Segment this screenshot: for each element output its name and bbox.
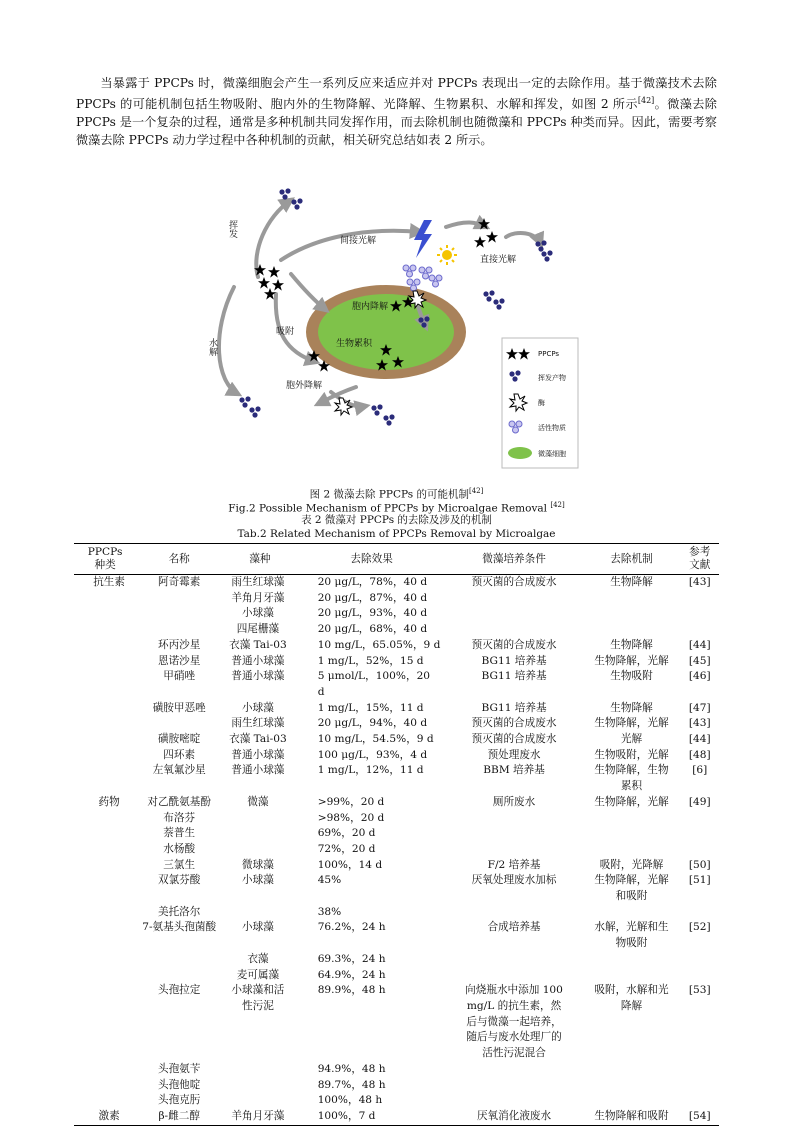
label-hydrolysis: 水解 (207, 338, 217, 356)
label-adsorption: 吸附 (276, 327, 295, 337)
table-row (74, 622, 719, 638)
cell-name (136, 952, 222, 968)
cell-type (74, 622, 136, 638)
cell-conditions: BG11 培养基 (481, 701, 547, 714)
table-row (74, 811, 719, 827)
table-row (74, 1078, 719, 1094)
cell-name (136, 968, 222, 984)
cell-conditions: 厌氧消化液废水 (446, 1109, 583, 1125)
cell-mechanism: 水解，光解和生 物吸附 (594, 921, 669, 950)
cell-mechanism (583, 826, 681, 842)
cell-mechanism (583, 905, 681, 921)
cell-algae: 羊角月牙藻 (231, 591, 285, 604)
cell-mechanism: 吸附，光降解 (599, 858, 664, 871)
cell-conditions (446, 905, 583, 921)
legend-active-substance: 活性物质 (538, 424, 566, 432)
cell-type: 药物 (98, 795, 120, 808)
cell-type (74, 858, 136, 874)
table-row (74, 1109, 719, 1125)
table-row (74, 983, 719, 1062)
cell-algae: 小球藻和活 性污泥 (231, 984, 285, 1012)
cell-effect: 20 μg/L，94%，40 d (317, 717, 428, 730)
table-row (74, 873, 719, 904)
cell-reference: [52] (688, 921, 711, 934)
cell-name: 三氯生 (163, 858, 196, 871)
cell-effect: 72%，20 d (317, 842, 376, 855)
table-row (74, 968, 719, 984)
table-row (74, 701, 719, 717)
label-bioaccumulation: 生物累积 (336, 339, 373, 349)
cell-mechanism (583, 811, 681, 827)
cell-conditions: BG11 培养基 (481, 670, 547, 683)
col-header-mechanism: 去除机制 (583, 544, 681, 575)
cell-reference: [53] (688, 984, 711, 997)
cell-conditions (446, 1062, 583, 1078)
table-row (74, 638, 719, 654)
cell-effect: 100%，14 d (317, 858, 383, 871)
cell-type (74, 826, 136, 842)
cell-reference (680, 842, 719, 858)
cell-name: β-雌二醇 (136, 1109, 222, 1125)
cell-name: 头孢克肟 (158, 1094, 201, 1107)
table-row (74, 716, 719, 732)
table-row (74, 575, 719, 591)
intro-text-b: 。微藻去除 PPCPs 是一个复杂的过程，通常是多种机制共同发挥作用，而去除机制也随微藻和 PPCPs 种类而异。因此，需要考察微藻去除 PPCPs 动力学过程中各种机制的贡献，相关研究总结如表 2 所示。 (76, 97, 717, 148)
table-row (74, 920, 719, 951)
cell-type (74, 716, 136, 732)
cell-algae (222, 1078, 298, 1094)
cell-reference: [51] (688, 874, 711, 887)
table-row (74, 606, 719, 622)
cell-mechanism: 光解 (620, 733, 643, 746)
cell-mechanism: 生物降解 (610, 576, 653, 588)
intro-text-a: 当暴露于 PPCPs 时，微藻细胞会产生一系列反应来适应并对 PPCPs 表现出一定的去除作用。基于微藻技术去除 PPCPs 的可能机制包括生物吸附、胞内外的生物降解、光降解、生物累积、水解和挥发，如图 2 所示 (76, 76, 717, 112)
cell-conditions (446, 606, 583, 622)
cell-effect: 69.3%，24 h (317, 952, 386, 965)
cell-name (136, 606, 222, 622)
figure-legend (502, 338, 578, 468)
cell-effect: 76.2%，24 h (317, 921, 386, 934)
cell-algae: 微球藻 (242, 858, 274, 871)
table-row (74, 842, 719, 858)
cell-mechanism (583, 968, 681, 984)
cell-name: 环丙沙星 (158, 638, 201, 651)
col-header-reference: 参考 文献 (680, 544, 719, 575)
table-row (74, 654, 719, 670)
cell-type: 激素 (74, 1109, 136, 1125)
cell-name: 头孢拉定 (158, 984, 201, 997)
cell-conditions: 预灭菌的合成废水 (471, 717, 557, 730)
cell-reference: [50] (688, 858, 711, 871)
legend-ppcps: PPCPs (538, 350, 560, 358)
cell-type (74, 654, 136, 670)
cell-conditions: BBM 培养基 (483, 764, 545, 777)
cell-name: 阿奇霉素 (158, 576, 201, 588)
cell-effect: >99%，20 d (317, 795, 385, 808)
figure-caption-cn: 图 2 微藻去除 PPCPs 的可能机制[42] (309, 487, 484, 501)
cell-effect: 100 μg/L，93%，4 d (317, 748, 428, 761)
cell-algae: 普通小球藻 (231, 748, 285, 761)
cell-algae: 普通小球藻 (231, 670, 285, 683)
cell-effect: 1 mg/L，12%，11 d (317, 764, 424, 777)
cell-mechanism: 生物降解，生物 累积 (594, 764, 669, 793)
label-extracellular-degradation: 胞外降解 (286, 381, 323, 391)
cell-name: 水杨酸 (163, 842, 196, 855)
cell-algae: 雨生红球藻 (231, 576, 285, 588)
cell-algae: 小球藻 (242, 874, 274, 887)
cell-name: 磺胺甲恶唑 (152, 701, 206, 714)
legend-volatile-product: 挥发产物 (538, 374, 566, 382)
cell-type (74, 606, 136, 622)
cell-mechanism: 生物降解 (610, 638, 653, 651)
cell-conditions (446, 842, 583, 858)
cell-effect: 5 μmol/L，100%，20 d (317, 670, 431, 698)
intro-ref: [42] (637, 96, 655, 105)
cell-name: 对乙酰氨基酚 (147, 795, 211, 808)
cell-conditions (446, 811, 583, 827)
cell-type (74, 968, 136, 984)
cell-type (74, 701, 136, 717)
table-row (74, 591, 719, 607)
mechanism-table (74, 543, 719, 1126)
cell-name: 头孢氨苄 (158, 1062, 201, 1075)
label-volatilize: 挥发 (227, 220, 237, 238)
cell-name: 甲硝唑 (163, 670, 196, 683)
cell-reference: [49] (688, 795, 711, 808)
figure-caption-en: Fig.2 Possible Mechanism of PPCPs by Microalgae Removal [42] (228, 501, 565, 515)
cell-algae (222, 842, 298, 858)
cell-reference (680, 1062, 719, 1078)
cell-effect: 100%，48 h (317, 1094, 383, 1107)
mechanism-figure (196, 182, 596, 472)
cell-mechanism: 生物降解，光解 (594, 654, 669, 667)
cell-conditions (446, 622, 583, 638)
cell-conditions: 预灭菌的合成废水 (471, 638, 557, 651)
cell-mechanism: 生物吸附，光解 (594, 748, 669, 761)
table-row (74, 763, 719, 794)
cell-reference (680, 1093, 719, 1109)
cell-name: 头孢他啶 (158, 1078, 201, 1091)
cell-reference: [43] (688, 576, 711, 588)
cell-effect: 20 μg/L，93%，40 d (317, 607, 428, 620)
cell-conditions (446, 1093, 583, 1109)
enzyme-icon (335, 398, 352, 415)
cell-algae (222, 826, 298, 842)
cell-mechanism (583, 622, 681, 638)
cell-reference (680, 905, 719, 921)
cell-mechanism: 生物吸附 (610, 670, 653, 683)
cell-mechanism (583, 952, 681, 968)
cell-reference: [43] (688, 717, 711, 730)
cell-effect: >98%，20 d (317, 811, 385, 824)
cell-type (74, 1078, 136, 1094)
cell-type (74, 873, 136, 904)
cell-reference: [44] (688, 733, 711, 746)
cell-reference (680, 826, 719, 842)
cell-conditions: F/2 培养基 (487, 858, 541, 871)
table-row (74, 669, 719, 700)
cell-algae: 微藻 (247, 795, 269, 808)
cell-algae: 小球藻 (242, 921, 274, 934)
cell-name: 7-氨基头孢菌酸 (142, 921, 217, 934)
cell-effect: 10 mg/L，65.05%，9 d (317, 638, 441, 651)
cell-reference: [44] (688, 638, 711, 651)
table-caption-cn: 表 2 微藻对 PPCPs 的去除及涉及的机制 (301, 514, 492, 526)
cell-reference (680, 1078, 719, 1094)
cell-conditions (446, 591, 583, 607)
cell-conditions (446, 826, 583, 842)
cell-reference (680, 622, 719, 638)
cell-mechanism (583, 606, 681, 622)
cell-conditions: 厌氧处理废水加标 (471, 874, 557, 887)
table-row (74, 795, 719, 811)
cell-mechanism (583, 1093, 681, 1109)
table-header-row (74, 544, 719, 575)
cell-name: 萘普生 (163, 827, 196, 840)
cell-algae: 普通小球藻 (231, 654, 285, 667)
cell-type (74, 952, 136, 968)
cell-name: 四环素 (163, 748, 196, 761)
cell-algae (222, 811, 298, 827)
cell-type (74, 1062, 136, 1078)
label-indirect-photolysis: 间接光解 (340, 236, 377, 246)
table-row (74, 858, 719, 874)
cell-type (74, 732, 136, 748)
cell-conditions (446, 968, 583, 984)
col-header-conditions: 微藻培养条件 (446, 544, 583, 575)
cell-name: 布洛芬 (163, 811, 196, 824)
cell-reference (680, 811, 719, 827)
table-row (74, 952, 719, 968)
col-header-type: PPCPs 种类 (74, 544, 136, 575)
table-row (74, 826, 719, 842)
cell-type (74, 669, 136, 700)
cell-algae (222, 1093, 298, 1109)
cell-conditions: 向烧瓶水中添加 100 mg/L 的抗生素，然 后与微藻一起培养， 随后与废水处理厂的 活性污泥混合 (465, 984, 563, 1060)
cell-reference: [45] (688, 654, 711, 667)
table-caption-en: Tab.2 Related Mechanism of PPCPs Removal by Microalgae (237, 528, 556, 540)
col-header-effect: 去除效果 (298, 544, 446, 575)
table-row (74, 748, 719, 764)
cell-algae: 衣藻 Tai-03 (229, 733, 287, 746)
label-direct-photolysis: 直接光解 (480, 255, 517, 265)
table-row (74, 1093, 719, 1109)
cell-effect: 89.9%，48 h (317, 984, 386, 997)
label-intracellular-degradation: 胞内降解 (352, 302, 389, 312)
legend-enzyme: 酶 (538, 399, 545, 407)
cell-name: 双氯芬酸 (158, 874, 201, 887)
cell-conditions: 预处理废水 (487, 748, 541, 761)
cell-conditions (446, 1078, 583, 1094)
cell-effect: 45% (317, 874, 342, 887)
cell-reference: [47] (688, 701, 711, 714)
sun-icon (437, 245, 457, 265)
cell-effect: 89.7%，48 h (317, 1078, 386, 1091)
cell-type (74, 983, 136, 1062)
cell-algae: 小球藻 (242, 701, 274, 714)
col-header-algae: 藻种 (222, 544, 298, 575)
cell-effect: 20 μg/L，87%，40 d (317, 591, 428, 604)
cell-mechanism (583, 842, 681, 858)
cell-type (74, 763, 136, 794)
cell-type (74, 811, 136, 827)
cell-type (74, 591, 136, 607)
cell-algae (222, 1062, 298, 1078)
cell-name: 左氧氟沙星 (152, 764, 206, 777)
cell-effect: 69%，20 d (317, 827, 376, 840)
table-row (74, 732, 719, 748)
cell-conditions: BG11 培养基 (481, 654, 547, 667)
cell-algae: 衣藻 Tai-03 (229, 638, 287, 651)
cell-algae: 四尾栅藻 (236, 623, 280, 636)
cell-name (136, 622, 222, 638)
cell-conditions: 预灭菌的合成废水 (471, 733, 557, 746)
cell-name: 美托洛尔 (158, 905, 201, 918)
cell-name (136, 716, 222, 732)
cell-mechanism: 生物降解和吸附 (583, 1109, 681, 1125)
col-header-name: 名称 (136, 544, 222, 575)
cell-effect: 20 μg/L，68%，40 d (317, 623, 428, 636)
cell-reference: [54] (680, 1109, 719, 1125)
cell-algae: 衣藻 (247, 952, 269, 965)
cell-type (74, 1093, 136, 1109)
cell-mechanism (583, 1062, 681, 1078)
cell-reference (680, 606, 719, 622)
cell-conditions: 合成培养基 (487, 921, 541, 934)
cell-effect: 64.9%，24 h (317, 968, 386, 981)
intro-paragraph (76, 74, 717, 149)
cell-mechanism: 生物降解，光解 和吸附 (594, 874, 669, 903)
cell-type: 抗生素 (93, 576, 125, 588)
cell-effect: 100%，7 d (298, 1109, 446, 1125)
cell-type (74, 920, 136, 951)
cell-mechanism: 生物降解 (610, 701, 653, 714)
cell-type (74, 905, 136, 921)
cell-mechanism: 生物降解，光解 (594, 795, 669, 808)
cell-conditions: 预灭菌的合成废水 (471, 576, 557, 588)
cell-reference: [6] (692, 764, 708, 777)
table-row (74, 905, 719, 921)
cell-type (74, 748, 136, 764)
cell-name: 恩诺沙星 (158, 654, 201, 667)
lightning-icon (414, 220, 432, 258)
cell-type (74, 842, 136, 858)
cell-algae: 麦可属藻 (236, 968, 280, 981)
cell-effect: 20 μg/L，78%，40 d (317, 576, 428, 588)
cell-reference (680, 591, 719, 607)
cell-effect: 1 mg/L，15%，11 d (317, 701, 424, 714)
table-row (74, 1062, 719, 1078)
cell-reference: [48] (688, 748, 711, 761)
cell-name (136, 591, 222, 607)
cell-mechanism: 吸附，水解和光 降解 (594, 984, 669, 1012)
cell-algae: 羊角月牙藻 (222, 1109, 298, 1125)
cell-reference: [46] (688, 670, 711, 683)
cell-algae (222, 905, 298, 921)
cell-name: 磺胺嘧啶 (158, 733, 201, 746)
cell-conditions: 厕所废水 (492, 795, 536, 808)
cell-algae: 雨生红球藻 (231, 717, 285, 730)
cell-algae: 小球藻 (242, 607, 274, 620)
cell-effect: 94.9%，48 h (317, 1062, 386, 1075)
cell-effect: 38% (317, 905, 342, 918)
cell-reference (680, 952, 719, 968)
cell-type (74, 638, 136, 654)
cell-mechanism (583, 1078, 681, 1094)
cell-mechanism: 生物降解，光解 (594, 717, 669, 730)
cell-algae: 普通小球藻 (231, 764, 285, 777)
cell-effect: 1 mg/L，52%，15 d (317, 654, 424, 667)
cell-mechanism (583, 591, 681, 607)
cell-effect: 10 mg/L，54.5%，9 d (317, 733, 434, 746)
legend-microalgae-cell: 微藻细胞 (538, 450, 566, 458)
cell-conditions (446, 952, 583, 968)
cell-reference (680, 968, 719, 984)
